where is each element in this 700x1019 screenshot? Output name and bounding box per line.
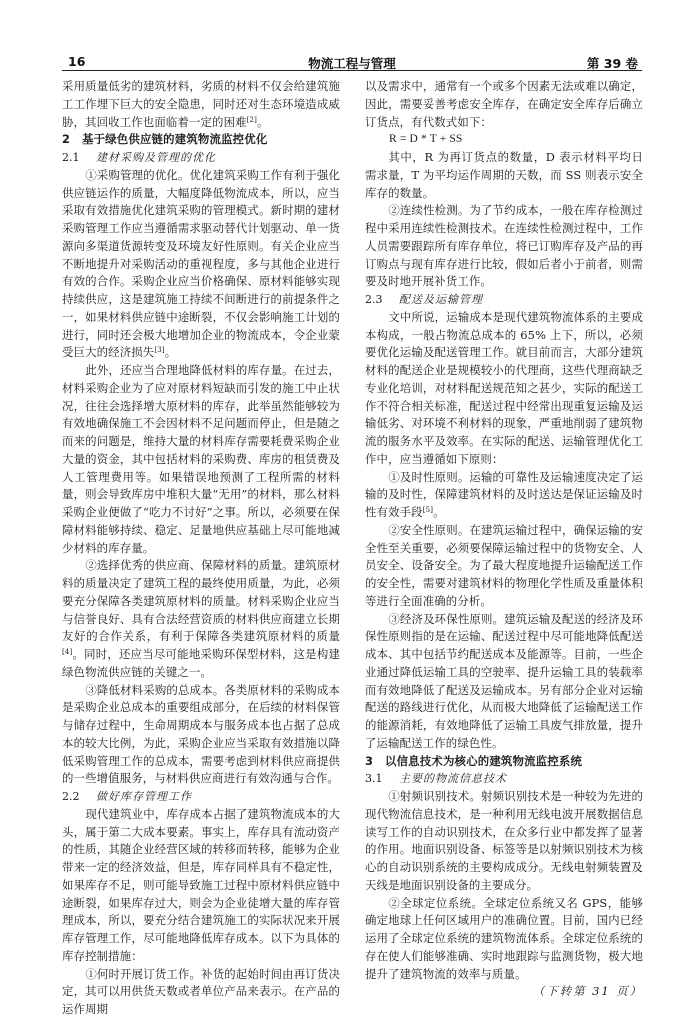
subsection-heading: 2.3 配送及运输管理 <box>365 293 483 306</box>
section-heading: 3 以信息技术为核心的建筑物流监控系统 <box>365 753 583 768</box>
running-head <box>62 54 642 70</box>
paragraph: ③降低材料采购的总成本。各类原材料的采购成本是采购企业总成本的重要组成部分，在后续的材料保管与储存过程中，生命周期成本与服务成本也占据了总成本的较大比例，为此，采购企业应当采取有效措施以降低采购管理工作的总成本，需要考虑到材料供应商提供的一些增值服务，与材料供应商进行有效沟通与合作。 <box>62 682 340 786</box>
paragraph: 文中所说，运输成本是现代建筑物流体系的主要成本构成，一般占物流总成本的 65% 上下，所以，必须要优化运输及配送管理工作。就目前而言，大部分建筑材料的配送企业是规模较小的代理商，这些代理商缺乏专业化培训，对材料配送规范知之甚少，实际的配送工作不符合相关标准，配送过程中经常出现重复运输及运输低劣、对环境不利材料的现象，严重地削弱了建筑物流的服务水平及效率。在实际的配送、运输管理优化工作中，应当遵循如下原则： <box>365 309 643 466</box>
paragraph: 以及需求中，通常有一个或多个因素无法或难以确定，因此，需要妥善考虑安全库存，在确定安全库存后确立订货点，有代数式如下： <box>365 79 643 129</box>
paragraph: ①及时性原则。运输的可靠性及运输速度决定了运输的及时性，保障建筑材料的及时送达是保证运输及时性有效手段[5]。 <box>365 469 643 519</box>
paragraph: ①射频识别技术。射频识别技术是一种较为先进的现代物流信息技术，是一种利用无线电波开展数据信息读写工作的自动识别技术，在众多行业中都发挥了显著的作用。地面识别设备、标签等是以射频识别技术为核心的自动识别系统的主要构成成分。无线电射频装置及天线是地面识别设备的主要成分。 <box>365 789 643 892</box>
header-rule <box>62 70 642 71</box>
continued-note: （下转第 31 页） <box>532 984 643 999</box>
subsection-heading: 3.1 主要的物流信息技术 <box>365 772 507 786</box>
paragraph: ①采购管理的优化。优化建筑采购工作有利于强化供应链运作的质量，大幅度降低物流成本，所以，应当采取有效措施优化建筑采购的管理模式。新时期的建材采购管理工作应当遵循需求驱动替代计划驱动、单一货源向多渠道货源转变及环境友好性原则。有关企业应当不断地提升对采购活动的重视程度，多与其他企业进行有效的合作。采购企业应当价格确保、原材料能够实现持续供应，这是建筑施工持续不间断进行的前提条件之一，如果材料供应链中途断裂，不仅会影响施工计划的进行，同时还会极大地增加企业的物流成本，令企业蒙受巨大的经济损失[3]。 <box>62 167 340 360</box>
paragraph: 采用质量低劣的建筑材料，劣质的材料不仅会给建筑施工工作埋下巨大的安全隐患，同时还对生态环境造成威胁，其回收工作也面临着一定的困难[2]。 <box>62 79 340 129</box>
subsection-heading: 2.1 建材采购及管理的优化 <box>62 151 216 164</box>
paragraph: ①何时开展订货工作。补货的起始时间由再订货决定，其可以用供货天数或者单位产品来表示。在产品的运作周期 <box>62 966 340 1016</box>
paragraph: ②连续性检测。为了节约成本，一般在库存检测过程中采用连续性检测技术。在连续性检测过程中，工作人员需要跟踪所有库存单位，将已订购库存及产品的再订购点与现有库存进行比较，假如后者小于前者，则需要及时地开展补货工作。 <box>365 203 643 289</box>
paragraph: ②选择优秀的供应商、保障材料的质量。建筑原材料的质量决定了建筑工程的最终使用质量，为此，必须要充分保障各类建筑原材料的质量。材料采购企业应当与信誉良好、具有合法经营资质的材料供应商建立长期友好的合作关系，有利于保障各类建筑原材料的质量[4]。同时，还应当尽可能地采购环保型材料，这是构建绿色物流供应链的关键之一。 <box>62 558 340 679</box>
formula: R = D * T + SS <box>389 133 463 146</box>
section-heading: 2 基于绿色供应链的建筑物流监控优化 <box>62 132 268 147</box>
right-column <box>365 78 643 1001</box>
citation[interactable]: [4] <box>62 648 73 656</box>
paragraph: 其中，R 为再订货点的数量，D 表示材料平均日需求量，T 为平均运作周期的天数，而 SS 则表示安全库存的数量。 <box>365 150 643 200</box>
paragraph: 此外，还应当合理地降低材料的库存量。在过去，材料采购企业为了应对原材料短缺而引发的施工中止状况，往往会选择增大原材料的库存，此举虽然能够较为有效地确保施工不会因材料不足问题而停止，但是随之而来的问题是，维持大量的材料库存需要耗费采购企业大量的资金，其中包括材料的采购费、库房的租赁费及人工管理费用等。如果错误地预测了工程所需的材料量，则会导致库房中堆积大量“无用”的材料，那么材料采购企业便做了“吃力不讨好”之事。所以，必须要在保障材料能够持续、稳定、足量地供应基础上尽可能地减少材料的库存量。 <box>62 363 340 555</box>
volume-label: 第 39 卷 <box>586 56 638 71</box>
journal-title: 物流工程与管理 <box>308 56 396 71</box>
citation[interactable]: [3] <box>154 346 165 355</box>
citation[interactable]: [2] <box>246 115 258 124</box>
subsection-heading: 2.2 做好库存管理工作 <box>62 790 192 803</box>
citation[interactable]: [5] <box>422 506 434 514</box>
page-number: 16 <box>68 54 86 69</box>
paragraph: ②安全性原则。在建筑运输过程中，确保运输的安全性至关重要，必须要保障运输过程中的货物安全、人员安全、设备安全。为了最大程度地提升运输配送工作的安全性，需要对建筑材料的物理化学性质及重量体积等进行全面准确的分析。 <box>365 522 643 608</box>
left-column <box>62 78 340 1019</box>
paragraph: ②全球定位系统。全球定位系统又名 GPS，能够确定地球上任何区域用户的准确位置。目前，国内已经运用了全球定位系统的建筑物流体系。全球定位系统的存在使人们能够准确、实时地跟踪与监测货物，极大地提升了建筑物流的效率与质量。 （下转第 31 页） <box>365 895 643 984</box>
paragraph: ③经济及环保性原则。建筑运输及配送的经济及环保性原则指的是在运输、配送过程中尽可能地降低配送成本、其中包括节约配送成本及能源等。目前，一些企业通过降低运输工具的空驶率、提升运输工具的装载率而有效地降低了配送及运输成本。另有部分企业对运输配送的路线进行优化，从而极大地降低了运输配送工作的能源消耗，有效地降低了运输工具废气排放量，提升了运输配送工作的绿色性。 <box>365 611 643 750</box>
paragraph: 现代建筑业中，库存成本占据了建筑物流成本的大头，属于第二大成本要素。事实上，库存具有流动资产的性质，其随企业经营区域的转移而转移，能够为企业带来一定的经济效益，但是，库存同样具有不稳定性，如果库存不足，则可能导致施工过程中原材料供应链中途断裂，如果库存过大，则会为企业徒增大量的库存管理成本，所以，要充分结合建筑施工的实际状况来开展库存管理工作，尽可能地降低库存成本。以下为具体的库存控制措施： <box>62 806 340 963</box>
